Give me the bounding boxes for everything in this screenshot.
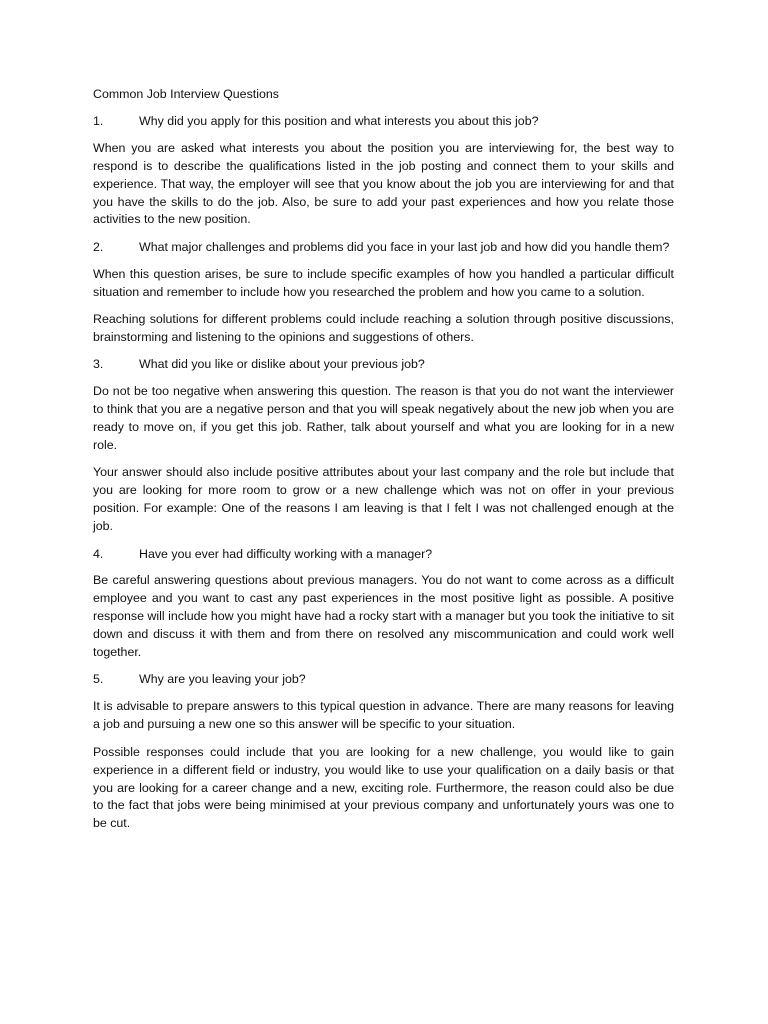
answer-paragraph: Your answer should also include positive attributes about your last company and the role but include that you are looking for more room to grow or a new challenge which was not on offer in your previous position. For example: One of the reasons I am leaving is that I felt I was not challenged enough at the job. bbox=[93, 465, 674, 534]
question-number: 3. bbox=[93, 357, 104, 372]
answer-paragraph: Do not be too negative when answering this question. The reason is that you do not want the interviewer to think that you are a negative person and that you will speak negatively about the new job when you are ready to move on, if you get this job. Rather, talk about yourself and what you are looking for in a new role. bbox=[93, 384, 674, 452]
answer-paragraph: When you are asked what interests you about the position you are interviewing for, the best way to respond is to describe the qualifications listed in the job posting and connect them to your skills and experience. That way, the employer will see that you know about the job you are interviewing for and that you have the skills to do the job. Also, be sure to add your past experiences and how you relate those activities to the new position. bbox=[93, 140, 674, 227]
document-page bbox=[93, 86, 674, 843]
question-text: What did you like or dislike about your previous job? bbox=[139, 357, 425, 372]
question-number: 4. bbox=[93, 546, 104, 561]
document-title: Common Job Interview Questions bbox=[93, 87, 279, 101]
question-text: What major challenges and problems did you face in your last job and how did you handle them? bbox=[139, 239, 670, 254]
question-4 bbox=[93, 546, 674, 564]
question-number: 2. bbox=[93, 239, 104, 254]
answer-paragraph: Reaching solutions for different problems could include reaching a solution through positive discussions, brainstorming and listening to the opinions and suggestions of others. bbox=[93, 312, 674, 344]
question-1 bbox=[93, 113, 674, 131]
question-text: Have you ever had difficulty working with a manager? bbox=[139, 546, 433, 561]
question-5 bbox=[93, 671, 674, 689]
question-3 bbox=[93, 356, 674, 374]
answer-paragraph: Be careful answering questions about previous managers. You do not want to come across as a difficult employee and you want to cast any past experiences in the most positive light as possible. A positive response will include how you might have had a rocky start with a manager but you took the initiative to sit down and discuss it with them and from there on resolved any miscommunication and could work well together. bbox=[93, 573, 674, 660]
answer-paragraph: When this question arises, be sure to include specific examples of how you handled a particular difficult situation and remember to include how you researched the problem and how you came to a solution. bbox=[93, 266, 674, 299]
answer-paragraph: Possible responses could include that you are looking for a new challenge, you would like to gain experience in a different field or industry, you would like to use your qualification on a daily basis or that you are looking for a career change and a new, exciting role. Furthermore, the reason could also be due to the fact that jobs were being minimised at your previous company and unfortunately yours was one to be cut. bbox=[93, 744, 674, 831]
question-number: 1. bbox=[93, 113, 104, 128]
question-2 bbox=[93, 239, 674, 257]
answer-paragraph: It is advisable to prepare answers to this typical question in advance. There are many reasons for leaving a job and pursuing a new one so this answer will be specific to your situation. bbox=[93, 699, 674, 732]
question-number: 5. bbox=[93, 672, 104, 687]
question-text: Why are you leaving your job? bbox=[139, 672, 306, 687]
question-text: Why did you apply for this position and what interests you about this job? bbox=[139, 113, 539, 128]
